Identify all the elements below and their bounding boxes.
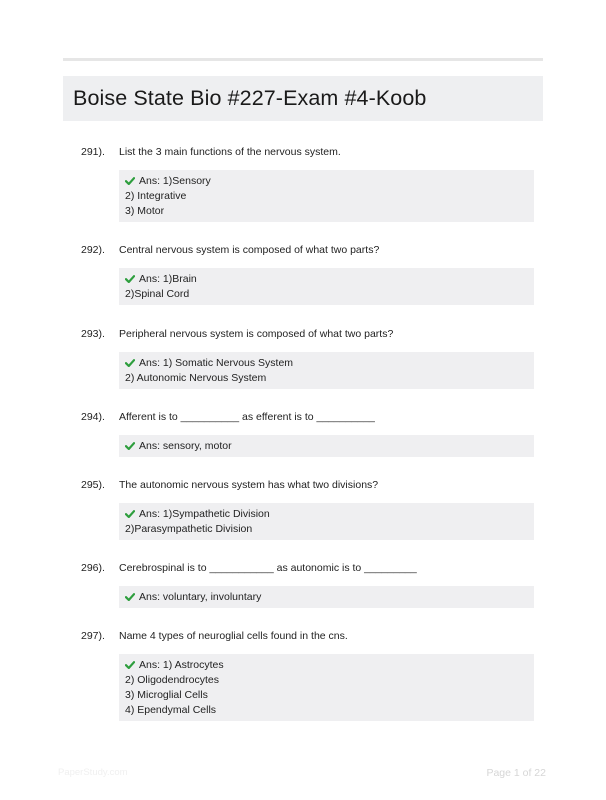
answer-line: Ans: 1) Somatic Nervous System (125, 356, 534, 371)
answer-line: 2) Oligodendrocytes (125, 674, 219, 686)
answer-box (119, 170, 534, 222)
question-number: 296). (81, 562, 105, 574)
top-divider (63, 58, 543, 61)
check-icon (125, 359, 135, 367)
answer-line: Ans: 1)Sensory (125, 174, 534, 189)
answer-line: 2)Parasympathetic Division (125, 523, 253, 535)
question-text: List the 3 main functions of the nervous system. (119, 146, 341, 158)
answer-line: Ans: sensory, motor (125, 439, 534, 454)
answer-box (119, 268, 534, 305)
answer-box (119, 586, 534, 608)
question-text: Peripheral nervous system is composed of what two parts? (119, 328, 394, 340)
question-number: 297). (81, 630, 105, 642)
title-bar (63, 76, 543, 121)
answer-box (119, 654, 534, 721)
check-icon (125, 510, 135, 518)
page-indicator: Page 1 of 22 (486, 767, 546, 779)
question-number: 295). (81, 479, 105, 491)
answer-line: 3) Motor (125, 205, 165, 217)
answer-line: 3) Microglial Cells (125, 689, 208, 701)
answer-line: 4) Ependymal Cells (125, 704, 217, 716)
question-number: 293). (81, 328, 105, 340)
question-text: Afferent is to __________ as efferent is to __________ (119, 411, 375, 423)
question-text: Cerebrospinal is to ___________ as autonomic is to _________ (119, 562, 417, 574)
question-text: The autonomic nervous system has what two divisions? (119, 479, 379, 491)
question-number: 294). (81, 411, 105, 423)
answer-line: Ans: 1)Brain (125, 272, 534, 287)
question-number: 292). (81, 244, 105, 256)
check-icon (125, 593, 135, 601)
question-text: Central nervous system is composed of what two parts? (119, 244, 380, 256)
answer-line: 2) Integrative (125, 190, 187, 202)
check-icon (125, 661, 135, 669)
answer-box (119, 352, 534, 389)
answer-line: 2) Autonomic Nervous System (125, 372, 267, 384)
document-title: Boise State Bio #227-Exam #4-Koob (73, 86, 427, 110)
question-text: Name 4 types of neuroglial cells found in the cns. (119, 630, 348, 642)
answer-box (119, 435, 534, 457)
answer-line: Ans: 1)Sympathetic Division (125, 507, 534, 522)
answer-box (119, 503, 534, 540)
check-icon (125, 177, 135, 185)
watermark-text: PaperStudy.com (58, 767, 128, 778)
answer-line: Ans: voluntary, involuntary (125, 590, 534, 605)
question-number: 291). (81, 146, 105, 158)
answer-line: 2)Spinal Cord (125, 288, 190, 300)
check-icon (125, 442, 135, 450)
check-icon (125, 275, 135, 283)
answer-line: Ans: 1) Astrocytes (125, 658, 534, 673)
